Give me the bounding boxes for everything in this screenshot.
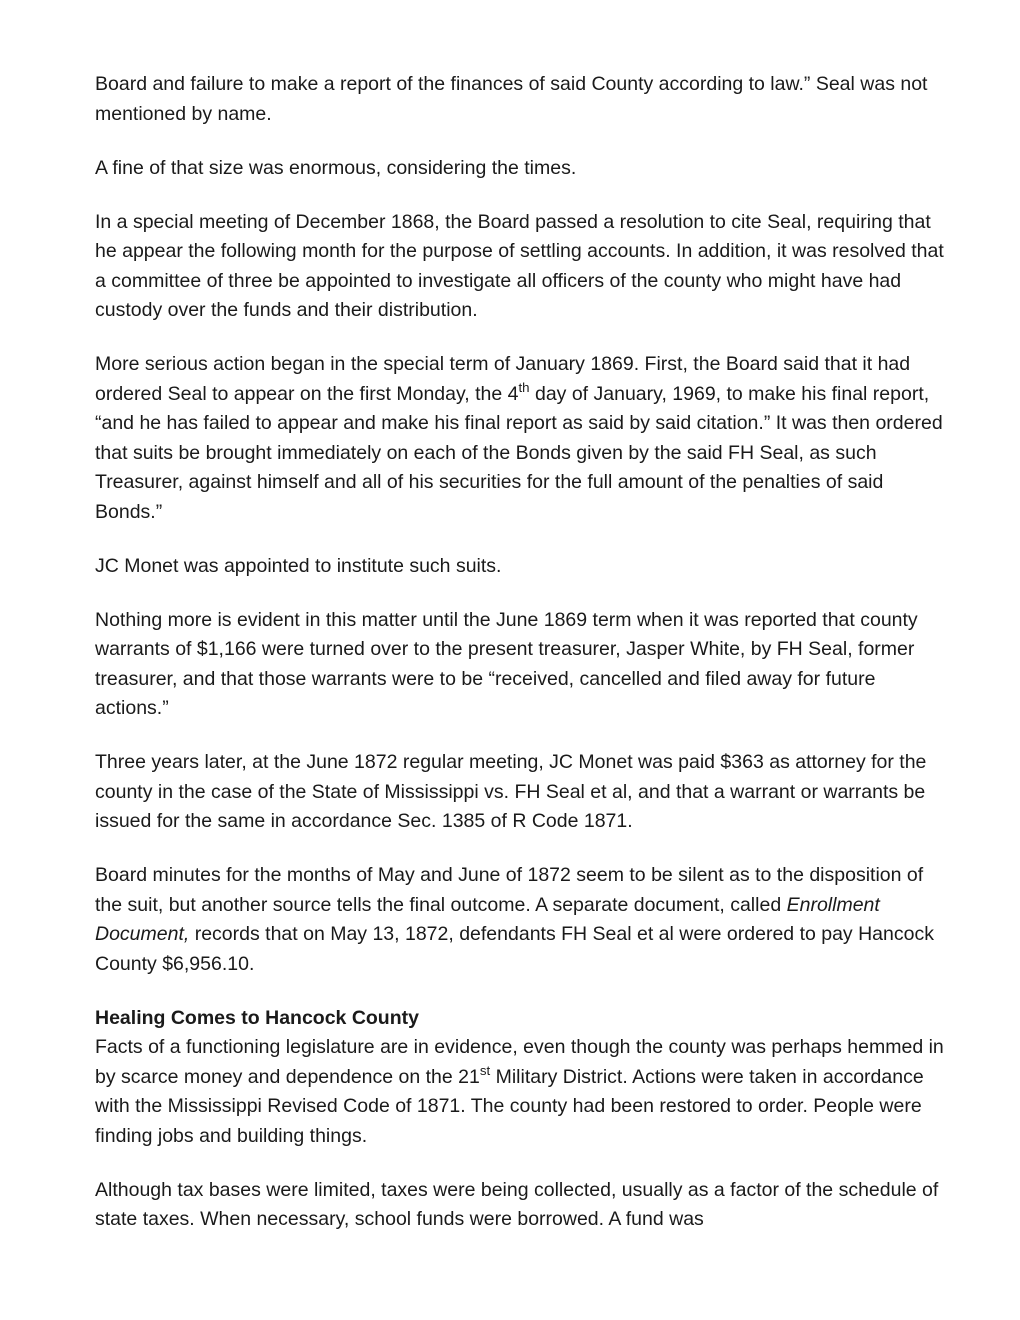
paragraph-board-minutes-1872: [95, 861, 945, 979]
paragraph-january-1869: [95, 350, 945, 527]
document-page: [95, 70, 945, 1259]
paragraph-tax-bases: Although tax bases were limited, taxes were being collected, usually as a factor of the schedule of state taxes. When necessary, school funds were borrowed. A fund was: [95, 1178, 939, 1230]
paragraph-june-1872: Three years later, at the June 1872 regular meeting, JC Monet was paid $363 as attorney for the county in the case of the State of Mississippi vs. FH Seal et al, and that a warrant or warrants be issued for the same in accordance Sec. 1385 of R Code 1871.: [95, 751, 927, 832]
paragraph-monet-appointed: JC Monet was appointed to institute such suits.: [95, 554, 502, 577]
paragraph-finances-report: Board and failure to make a report of the finances of said County according to law.” Seal was not mentioned by name.: [95, 73, 928, 125]
text-run: day of January, 1969, to make his final report, “and he has failed to appear and make his final report as said by said citation.” It was then ordered that suits be brought immediately on each of the Bonds given by the said FH Seal, as such Treasurer, against himself and all of his securities for the full amount of the penalties of said Bonds.”: [95, 382, 943, 523]
paragraph-fine-size: A fine of that size was enormous, considering the times.: [95, 156, 577, 179]
paragraph-june-1869: Nothing more is evident in this matter until the June 1869 term when it was reported that county warrants of $1,166 were turned over to the present treasurer, Jasper White, by FH Seal, former treasurer, and that those warrants were to be “received, cancelled and filed away for future actions.”: [95, 608, 918, 719]
text-run: Board minutes for the months of May and June of 1872 seem to be silent as to the disposition of the suit, but another source tells the final outcome. A separate document, called: [95, 864, 924, 916]
ordinal-suffix: th: [518, 379, 530, 395]
text-run: Military District. Actions were taken in accordance with the Mississippi Revised Code of 1871. The county had been restored to order. People were finding jobs and building things.: [95, 1065, 924, 1147]
text-run: records that on May 13, 1872, defendants FH Seal et al were ordered to pay Hancock County $6,956.10.: [95, 923, 934, 975]
text-run: More serious action began in the special term of January 1869. First, the Board said that it had ordered Seal to appear on the first Monday, the 4: [95, 353, 911, 405]
text-run: Facts of a functioning legislature are in evidence, even though the county was perhaps hemmed in by scarce money and dependence on the 21: [95, 1036, 944, 1088]
ordinal-suffix: st: [479, 1062, 491, 1078]
paragraph-healing-section: [95, 1004, 945, 1152]
paragraph-special-meeting-1868: In a special meeting of December 1868, the Board passed a resolution to cite Seal, requiring that he appear the following month for the purpose of settling accounts. In addition, it was resolved that a committee of three be appointed to investigate all officers of the county who might have had custody over the funds and their distribution.: [95, 210, 944, 321]
section-heading: Healing Comes to Hancock County: [95, 1006, 419, 1029]
document-title-italic: Enrollment Document,: [95, 893, 880, 945]
